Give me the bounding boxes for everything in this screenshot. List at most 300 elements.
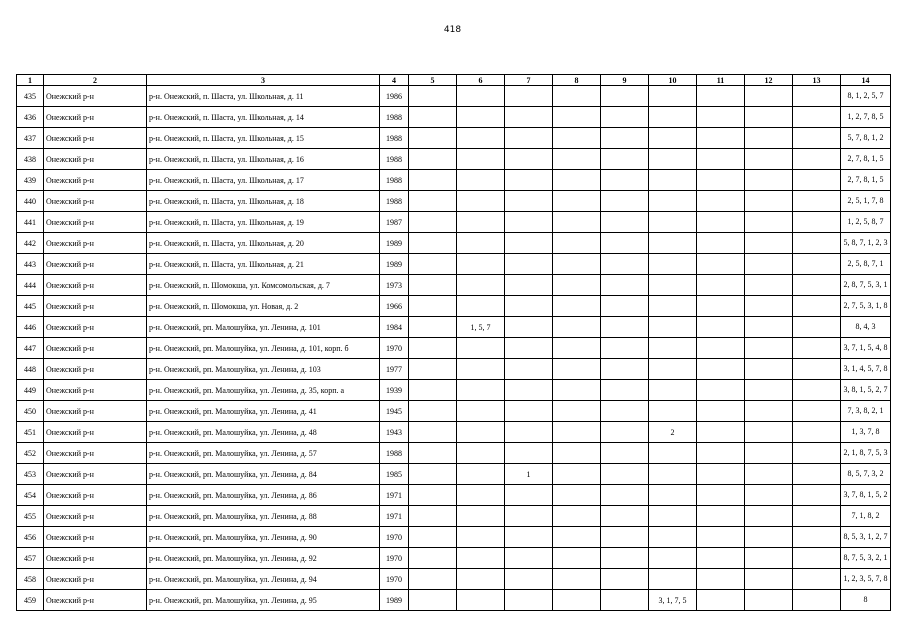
table-cell-col-12	[745, 107, 793, 128]
table-cell-col-5	[409, 338, 457, 359]
table-cell-col-7	[505, 191, 553, 212]
table-cell-col-10	[649, 296, 697, 317]
table-cell-col-9	[601, 296, 649, 317]
table-cell-col-6	[457, 359, 505, 380]
table-cell-col-6	[457, 590, 505, 611]
table-cell-col-2: Онежский р-н	[44, 590, 147, 611]
table-cell-col-6	[457, 170, 505, 191]
table-cell-col-14: 2, 7, 5, 3, 1, 8	[841, 296, 891, 317]
table-cell-col-5	[409, 107, 457, 128]
table-cell-col-10	[649, 548, 697, 569]
table-cell-col-7	[505, 359, 553, 380]
table-cell-col-9	[601, 233, 649, 254]
table-cell-col-2: Онежский р-н	[44, 149, 147, 170]
table-cell-col-9	[601, 107, 649, 128]
table-cell-col-4: 1971	[380, 506, 409, 527]
table-cell-col-11	[697, 590, 745, 611]
table-cell-col-2: Онежский р-н	[44, 548, 147, 569]
table-cell-col-4: 1986	[380, 86, 409, 107]
table-header	[17, 75, 891, 86]
table-cell-col-12	[745, 422, 793, 443]
table-cell-col-8	[553, 422, 601, 443]
table-row	[17, 422, 891, 443]
table-cell-col-7	[505, 380, 553, 401]
table-cell-col-11	[697, 401, 745, 422]
table-cell-col-11	[697, 212, 745, 233]
table-cell-col-10	[649, 380, 697, 401]
table-cell-col-9	[601, 464, 649, 485]
table-cell-col-9	[601, 275, 649, 296]
table-cell-col-6	[457, 569, 505, 590]
table-cell-col-12	[745, 590, 793, 611]
page-number: 418	[443, 25, 462, 35]
table-cell-col-9	[601, 380, 649, 401]
table-cell-col-10	[649, 170, 697, 191]
table-cell-col-9	[601, 359, 649, 380]
table-cell-col-2: Онежский р-н	[44, 422, 147, 443]
table-cell-col-7	[505, 296, 553, 317]
table-cell-col-4: 1970	[380, 569, 409, 590]
table-cell-col-4: 1939	[380, 380, 409, 401]
table-cell-col-10	[649, 275, 697, 296]
table-cell-col-3: р-н. Онежский, п. Шаста, ул. Школьная, д. 15	[147, 128, 380, 149]
table-cell-col-13	[793, 359, 841, 380]
table-cell-col-7	[505, 443, 553, 464]
table-cell-col-9	[601, 443, 649, 464]
table-cell-col-1: 457	[17, 548, 44, 569]
table-cell-col-10	[649, 191, 697, 212]
table-cell-col-8	[553, 548, 601, 569]
table-cell-col-12	[745, 191, 793, 212]
table-cell-col-12	[745, 212, 793, 233]
table-cell-col-13	[793, 338, 841, 359]
table-cell-col-1: 459	[17, 590, 44, 611]
table-cell-col-2: Онежский р-н	[44, 128, 147, 149]
table-cell-col-9	[601, 548, 649, 569]
table-cell-col-13	[793, 128, 841, 149]
table-cell-col-11	[697, 443, 745, 464]
table-cell-col-4: 1973	[380, 275, 409, 296]
table-cell-col-8	[553, 590, 601, 611]
table-cell-col-13	[793, 380, 841, 401]
table-cell-col-11	[697, 128, 745, 149]
table-cell-col-4: 1985	[380, 464, 409, 485]
table-cell-col-11	[697, 191, 745, 212]
table-cell-col-7	[505, 401, 553, 422]
table-cell-col-9	[601, 485, 649, 506]
table-cell-col-3: р-н. Онежский, п. Шомокша, ул. Комсомольская, д. 7	[147, 275, 380, 296]
table-cell-col-2: Онежский р-н	[44, 338, 147, 359]
table-cell-col-1: 444	[17, 275, 44, 296]
table-cell-col-1: 452	[17, 443, 44, 464]
table-cell-col-14: 7, 3, 8, 2, 1	[841, 401, 891, 422]
table-row	[17, 590, 891, 611]
table-cell-col-3: р-н. Онежский, п. Шаста, ул. Школьная, д. 11	[147, 86, 380, 107]
table-cell-col-3: р-н. Онежский, рп. Малошуйка, ул. Ленина, д. 95	[147, 590, 380, 611]
table-cell-col-14: 8, 7, 5, 3, 2, 1	[841, 548, 891, 569]
table-cell-col-1: 440	[17, 191, 44, 212]
table-cell-col-7	[505, 317, 553, 338]
table-cell-col-8	[553, 191, 601, 212]
table-cell-col-8	[553, 443, 601, 464]
table-cell-col-14: 8, 1, 2, 5, 7	[841, 86, 891, 107]
table-cell-col-4: 1988	[380, 107, 409, 128]
table-cell-col-14: 8, 5, 7, 3, 2	[841, 464, 891, 485]
table-cell-col-14: 2, 7, 8, 1, 5	[841, 170, 891, 191]
table-cell-col-12	[745, 380, 793, 401]
table-cell-col-13	[793, 107, 841, 128]
column-header-2: 2	[44, 75, 147, 86]
table-row	[17, 296, 891, 317]
table-cell-col-3: р-н. Онежский, рп. Малошуйка, ул. Ленина, д. 103	[147, 359, 380, 380]
table-cell-col-2: Онежский р-н	[44, 485, 147, 506]
table-cell-col-9	[601, 569, 649, 590]
table-row	[17, 443, 891, 464]
table-cell-col-4: 1984	[380, 317, 409, 338]
table-cell-col-3: р-н. Онежский, рп. Малошуйка, ул. Ленина, д. 92	[147, 548, 380, 569]
table-cell-col-11	[697, 233, 745, 254]
table-cell-col-6	[457, 275, 505, 296]
table-cell-col-11	[697, 107, 745, 128]
table-cell-col-13	[793, 254, 841, 275]
table-cell-col-12	[745, 233, 793, 254]
table-cell-col-11	[697, 86, 745, 107]
table-cell-col-6	[457, 485, 505, 506]
table-cell-col-10: 3, 1, 7, 5	[649, 590, 697, 611]
table-cell-col-12	[745, 275, 793, 296]
table-cell-col-7	[505, 86, 553, 107]
table-cell-col-13	[793, 569, 841, 590]
table-cell-col-2: Онежский р-н	[44, 506, 147, 527]
table-cell-col-1: 449	[17, 380, 44, 401]
table-cell-col-6	[457, 443, 505, 464]
table-row	[17, 149, 891, 170]
table-cell-col-10	[649, 254, 697, 275]
table-cell-col-3: р-н. Онежский, п. Шаста, ул. Школьная, д. 14	[147, 107, 380, 128]
table-row	[17, 317, 891, 338]
table-cell-col-12	[745, 296, 793, 317]
table-cell-col-8	[553, 107, 601, 128]
table-cell-col-11	[697, 464, 745, 485]
table-cell-col-11	[697, 359, 745, 380]
table-cell-col-5	[409, 485, 457, 506]
table-cell-col-14: 2, 5, 8, 7, 1	[841, 254, 891, 275]
table-row	[17, 86, 891, 107]
table-cell-col-7	[505, 485, 553, 506]
table-cell-col-2: Онежский р-н	[44, 212, 147, 233]
table-cell-col-7	[505, 128, 553, 149]
table-cell-col-6	[457, 338, 505, 359]
table-cell-col-10	[649, 527, 697, 548]
table-cell-col-2: Онежский р-н	[44, 233, 147, 254]
table-cell-col-8	[553, 86, 601, 107]
table-body	[17, 86, 891, 611]
table-cell-col-5	[409, 590, 457, 611]
column-header-6: 6	[457, 75, 505, 86]
table-cell-col-10	[649, 485, 697, 506]
table-cell-col-11	[697, 317, 745, 338]
table-cell-col-12	[745, 149, 793, 170]
table-cell-col-4: 1989	[380, 233, 409, 254]
table-cell-col-5	[409, 380, 457, 401]
table-cell-col-14: 3, 1, 4, 5, 7, 8	[841, 359, 891, 380]
table-cell-col-10	[649, 401, 697, 422]
table-row	[17, 128, 891, 149]
table-cell-col-5	[409, 527, 457, 548]
table-row	[17, 212, 891, 233]
table-cell-col-13	[793, 464, 841, 485]
table-cell-col-9	[601, 590, 649, 611]
table-cell-col-2: Онежский р-н	[44, 296, 147, 317]
table-cell-col-6	[457, 128, 505, 149]
column-header-1: 1	[17, 75, 44, 86]
table-cell-col-5	[409, 401, 457, 422]
table-cell-col-5	[409, 128, 457, 149]
table-cell-col-11	[697, 527, 745, 548]
table-cell-col-6	[457, 212, 505, 233]
table-cell-col-11	[697, 170, 745, 191]
table-cell-col-10	[649, 128, 697, 149]
table-cell-col-9	[601, 338, 649, 359]
table-cell-col-1: 443	[17, 254, 44, 275]
column-header-12: 12	[745, 75, 793, 86]
table-cell-col-7	[505, 506, 553, 527]
table-cell-col-14: 3, 8, 1, 5, 2, 7	[841, 380, 891, 401]
table-cell-col-7: 1	[505, 464, 553, 485]
column-header-4: 4	[380, 75, 409, 86]
table-cell-col-7	[505, 107, 553, 128]
table-cell-col-3: р-н. Онежский, п. Шаста, ул. Школьная, д. 20	[147, 233, 380, 254]
table-cell-col-4: 1988	[380, 149, 409, 170]
table-cell-col-1: 455	[17, 506, 44, 527]
table-cell-col-11	[697, 569, 745, 590]
table-cell-col-5	[409, 296, 457, 317]
table-cell-col-8	[553, 233, 601, 254]
table-cell-col-2: Онежский р-н	[44, 191, 147, 212]
table-cell-col-8	[553, 380, 601, 401]
table-cell-col-12	[745, 569, 793, 590]
table-cell-col-8	[553, 149, 601, 170]
table-cell-col-11	[697, 422, 745, 443]
table-cell-col-13	[793, 317, 841, 338]
table-cell-col-8	[553, 569, 601, 590]
table-cell-col-4: 1970	[380, 548, 409, 569]
table-cell-col-8	[553, 275, 601, 296]
table-cell-col-5	[409, 86, 457, 107]
table-cell-col-13	[793, 485, 841, 506]
table-cell-col-4: 1970	[380, 338, 409, 359]
table-cell-col-7	[505, 590, 553, 611]
table-cell-col-13	[793, 170, 841, 191]
table-cell-col-12	[745, 485, 793, 506]
table-row	[17, 485, 891, 506]
table-cell-col-7	[505, 212, 553, 233]
table-cell-col-12	[745, 170, 793, 191]
table-cell-col-9	[601, 254, 649, 275]
table-cell-col-12	[745, 506, 793, 527]
table-cell-col-4: 1977	[380, 359, 409, 380]
table-cell-col-6	[457, 107, 505, 128]
table-cell-col-1: 456	[17, 527, 44, 548]
table-cell-col-4: 1989	[380, 254, 409, 275]
table-cell-col-11	[697, 254, 745, 275]
table-cell-col-14: 7, 1, 8, 2	[841, 506, 891, 527]
table-cell-col-1: 436	[17, 107, 44, 128]
table-cell-col-9	[601, 149, 649, 170]
table-cell-col-14: 3, 7, 1, 5, 4, 8	[841, 338, 891, 359]
table-row	[17, 191, 891, 212]
table-cell-col-3: р-н. Онежский, рп. Малошуйка, ул. Ленина, д. 86	[147, 485, 380, 506]
column-header-5: 5	[409, 75, 457, 86]
table-cell-col-1: 437	[17, 128, 44, 149]
table-cell-col-4: 1988	[380, 191, 409, 212]
table-cell-col-13	[793, 275, 841, 296]
table-cell-col-14: 2, 5, 1, 7, 8	[841, 191, 891, 212]
table-cell-col-3: р-н. Онежский, п. Шомокша, ул. Новая, д. 2	[147, 296, 380, 317]
table-cell-col-7	[505, 548, 553, 569]
table-cell-col-9	[601, 422, 649, 443]
table-cell-col-10	[649, 233, 697, 254]
column-header-11: 11	[697, 75, 745, 86]
table-row	[17, 506, 891, 527]
table-cell-col-1: 439	[17, 170, 44, 191]
table-cell-col-14: 5, 7, 8, 1, 2	[841, 128, 891, 149]
table-cell-col-5	[409, 548, 457, 569]
table-cell-col-9	[601, 527, 649, 548]
table-cell-col-13	[793, 191, 841, 212]
table-cell-col-9	[601, 170, 649, 191]
table-cell-col-4: 1988	[380, 128, 409, 149]
table-cell-col-6	[457, 233, 505, 254]
table-cell-col-1: 450	[17, 401, 44, 422]
table-cell-col-2: Онежский р-н	[44, 254, 147, 275]
table-cell-col-8	[553, 359, 601, 380]
table-cell-col-13	[793, 422, 841, 443]
table-cell-col-1: 451	[17, 422, 44, 443]
table-cell-col-4: 1945	[380, 401, 409, 422]
table-cell-col-12	[745, 401, 793, 422]
table-cell-col-11	[697, 380, 745, 401]
table-cell-col-10	[649, 569, 697, 590]
table-cell-col-8	[553, 464, 601, 485]
table-cell-col-5	[409, 233, 457, 254]
table-cell-col-12	[745, 359, 793, 380]
table-cell-col-2: Онежский р-н	[44, 380, 147, 401]
column-header-14: 14	[841, 75, 891, 86]
table-cell-col-10	[649, 86, 697, 107]
table-cell-col-5	[409, 212, 457, 233]
table-cell-col-6	[457, 401, 505, 422]
column-header-7: 7	[505, 75, 553, 86]
table-cell-col-3: р-н. Онежский, рп. Малошуйка, ул. Ленина, д. 94	[147, 569, 380, 590]
table-cell-col-14: 5, 8, 7, 1, 2, 3	[841, 233, 891, 254]
column-header-13: 13	[793, 75, 841, 86]
table-cell-col-7	[505, 422, 553, 443]
table-cell-col-8	[553, 170, 601, 191]
table-cell-col-11	[697, 296, 745, 317]
table-cell-col-3: р-н. Онежский, п. Шаста, ул. Школьная, д. 17	[147, 170, 380, 191]
table-row	[17, 107, 891, 128]
table-cell-col-5	[409, 359, 457, 380]
table-cell-col-13	[793, 548, 841, 569]
table-cell-col-5	[409, 170, 457, 191]
table-cell-col-11	[697, 506, 745, 527]
table-cell-col-5	[409, 149, 457, 170]
table-cell-col-14: 2, 7, 8, 1, 5	[841, 149, 891, 170]
table-cell-col-2: Онежский р-н	[44, 317, 147, 338]
table-cell-col-10	[649, 317, 697, 338]
table-cell-col-3: р-н. Онежский, рп. Малошуйка, ул. Ленина, д. 101	[147, 317, 380, 338]
table-cell-col-13	[793, 590, 841, 611]
table-cell-col-6	[457, 380, 505, 401]
table-cell-col-5	[409, 443, 457, 464]
table-cell-col-10	[649, 212, 697, 233]
table-cell-col-2: Онежский р-н	[44, 86, 147, 107]
table-cell-col-4: 1966	[380, 296, 409, 317]
table-cell-col-1: 445	[17, 296, 44, 317]
table-cell-col-7	[505, 233, 553, 254]
column-header-3: 3	[147, 75, 380, 86]
table-cell-col-6	[457, 464, 505, 485]
table-cell-col-7	[505, 338, 553, 359]
table-cell-col-10	[649, 359, 697, 380]
table-cell-col-9	[601, 212, 649, 233]
table-cell-col-2: Онежский р-н	[44, 107, 147, 128]
table-row	[17, 275, 891, 296]
table-cell-col-4: 1971	[380, 485, 409, 506]
table-row	[17, 569, 891, 590]
table-cell-col-14: 2, 8, 7, 5, 3, 1	[841, 275, 891, 296]
table-cell-col-3: р-н. Онежский, рп. Малошуйка, ул. Ленина, д. 57	[147, 443, 380, 464]
table-cell-col-13	[793, 401, 841, 422]
table-cell-col-4: 1970	[380, 527, 409, 548]
table-cell-col-3: р-н. Онежский, рп. Малошуйка, ул. Ленина, д. 101, корп. б	[147, 338, 380, 359]
table-cell-col-14: 8	[841, 590, 891, 611]
table-cell-col-5	[409, 275, 457, 296]
table-cell-col-5	[409, 506, 457, 527]
table-cell-col-3: р-н. Онежский, п. Шаста, ул. Школьная, д. 18	[147, 191, 380, 212]
table-cell-col-6: 1, 5, 7	[457, 317, 505, 338]
table-row	[17, 338, 891, 359]
table-cell-col-2: Онежский р-н	[44, 464, 147, 485]
table-cell-col-13	[793, 296, 841, 317]
table-cell-col-13	[793, 506, 841, 527]
table-cell-col-8	[553, 527, 601, 548]
table-cell-col-3: р-н. Онежский, рп. Малошуйка, ул. Ленина, д. 88	[147, 506, 380, 527]
table-cell-col-14: 8, 5, 3, 1, 2, 7	[841, 527, 891, 548]
table-cell-col-4: 1987	[380, 212, 409, 233]
table-cell-col-1: 435	[17, 86, 44, 107]
table-cell-col-5	[409, 569, 457, 590]
table-cell-col-7	[505, 569, 553, 590]
table-cell-col-6	[457, 149, 505, 170]
table-cell-col-5	[409, 464, 457, 485]
table-cell-col-3: р-н. Онежский, п. Шаста, ул. Школьная, д. 21	[147, 254, 380, 275]
table-row	[17, 359, 891, 380]
table-cell-col-14: 1, 2, 3, 5, 7, 8	[841, 569, 891, 590]
table-cell-col-8	[553, 296, 601, 317]
table-cell-col-9	[601, 317, 649, 338]
column-header-8: 8	[553, 75, 601, 86]
table-cell-col-11	[697, 275, 745, 296]
table-cell-col-10	[649, 464, 697, 485]
table-row	[17, 380, 891, 401]
table-row	[17, 170, 891, 191]
table-cell-col-2: Онежский р-н	[44, 527, 147, 548]
table-row	[17, 233, 891, 254]
table-cell-col-1: 453	[17, 464, 44, 485]
table-cell-col-2: Онежский р-н	[44, 569, 147, 590]
